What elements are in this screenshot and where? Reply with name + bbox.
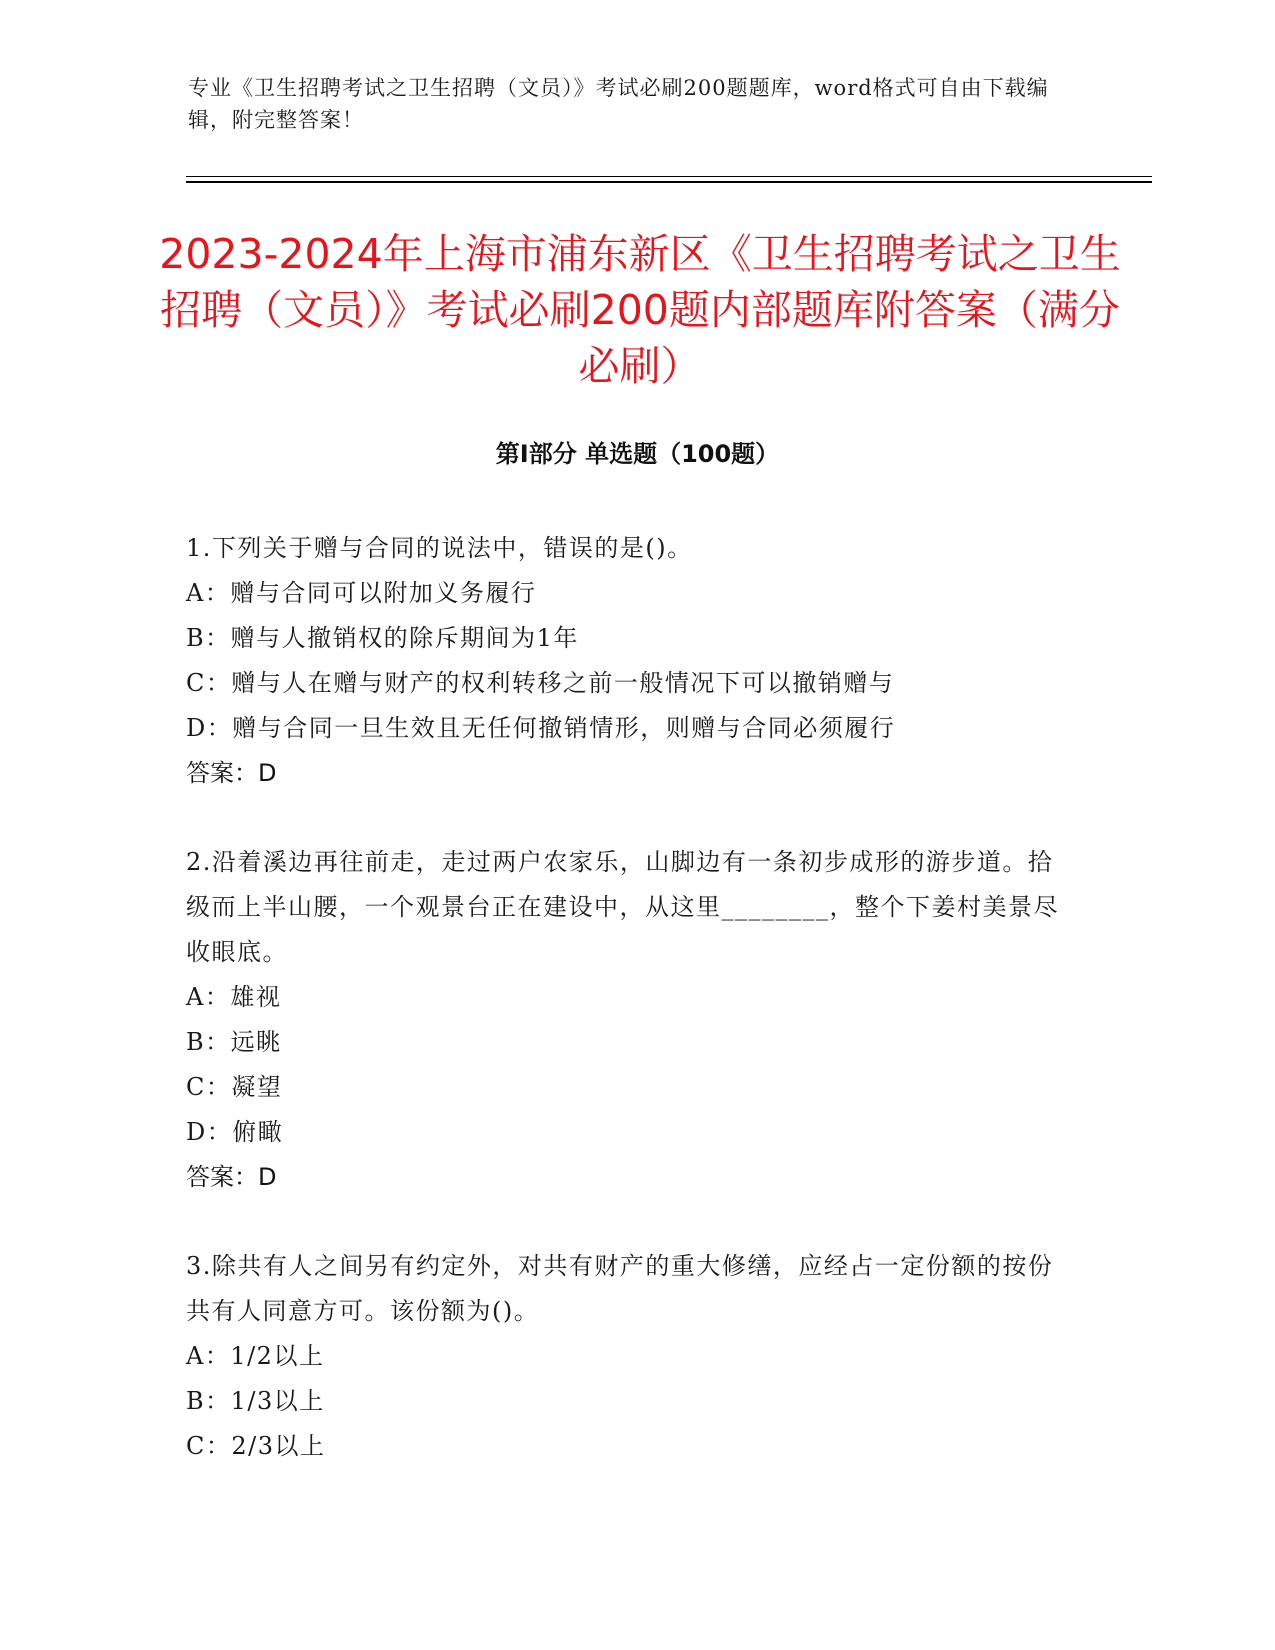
option-a: A：1/2以上: [186, 1342, 325, 1370]
answer-line: 答案：D: [186, 759, 277, 787]
option-b: B：1/3以上: [186, 1387, 325, 1415]
section-heading: 第Ⅰ部分 单选题（100题）: [495, 440, 780, 468]
question-2: [186, 840, 1066, 1200]
option-c: C：2/3以上: [186, 1432, 326, 1460]
question-stem: 2.沿着溪边再往前走，走过两户农家乐，山脚边有一条初步成形的游步道。拾级而上半山腰，一个观景台正在建设中，从这里________，整个下姜村美景尽收眼底。: [186, 848, 1059, 966]
question-stem: 3.除共有人之间另有约定外，对共有财产的重大修缮，应经占一定份额的按份共有人同意方可。该份额为()。: [186, 1252, 1054, 1325]
option-b: B：赠与人撤销权的除斥期间为1年: [186, 624, 579, 652]
header-divider-thin: [186, 176, 1152, 177]
header-note: 专业《卫生招聘考试之卫生招聘（文员）》考试必刷200题题库，word格式可自由下载编辑，附完整答案！: [188, 76, 1049, 132]
question-list: [186, 526, 1066, 1513]
question-3: [186, 1244, 1066, 1469]
option-a: A：雄视: [186, 983, 282, 1011]
option-c: C：凝望: [186, 1073, 283, 1101]
answer-line: 答案：D: [186, 1163, 277, 1191]
document-title: 2023-2024年上海市浦东新区《卫生招聘考试之卫生招聘（文员）》考试必刷200题内部题库附答案（满分必刷）: [159, 230, 1121, 390]
option-d: D：赠与合同一旦生效且无任何撤销情形，则赠与合同必须履行: [186, 714, 896, 742]
option-d: D：俯瞰: [186, 1118, 284, 1146]
question-1: [186, 526, 1066, 796]
option-b: B：远眺: [186, 1028, 282, 1056]
option-a: A：赠与合同可以附加义务履行: [186, 579, 537, 607]
header-divider-thick: [186, 181, 1152, 183]
question-stem: 1.下列关于赠与合同的说法中，错误的是()。: [186, 534, 693, 562]
option-c: C：赠与人在赠与财产的权利转移之前一般情况下可以撤销赠与: [186, 669, 895, 697]
